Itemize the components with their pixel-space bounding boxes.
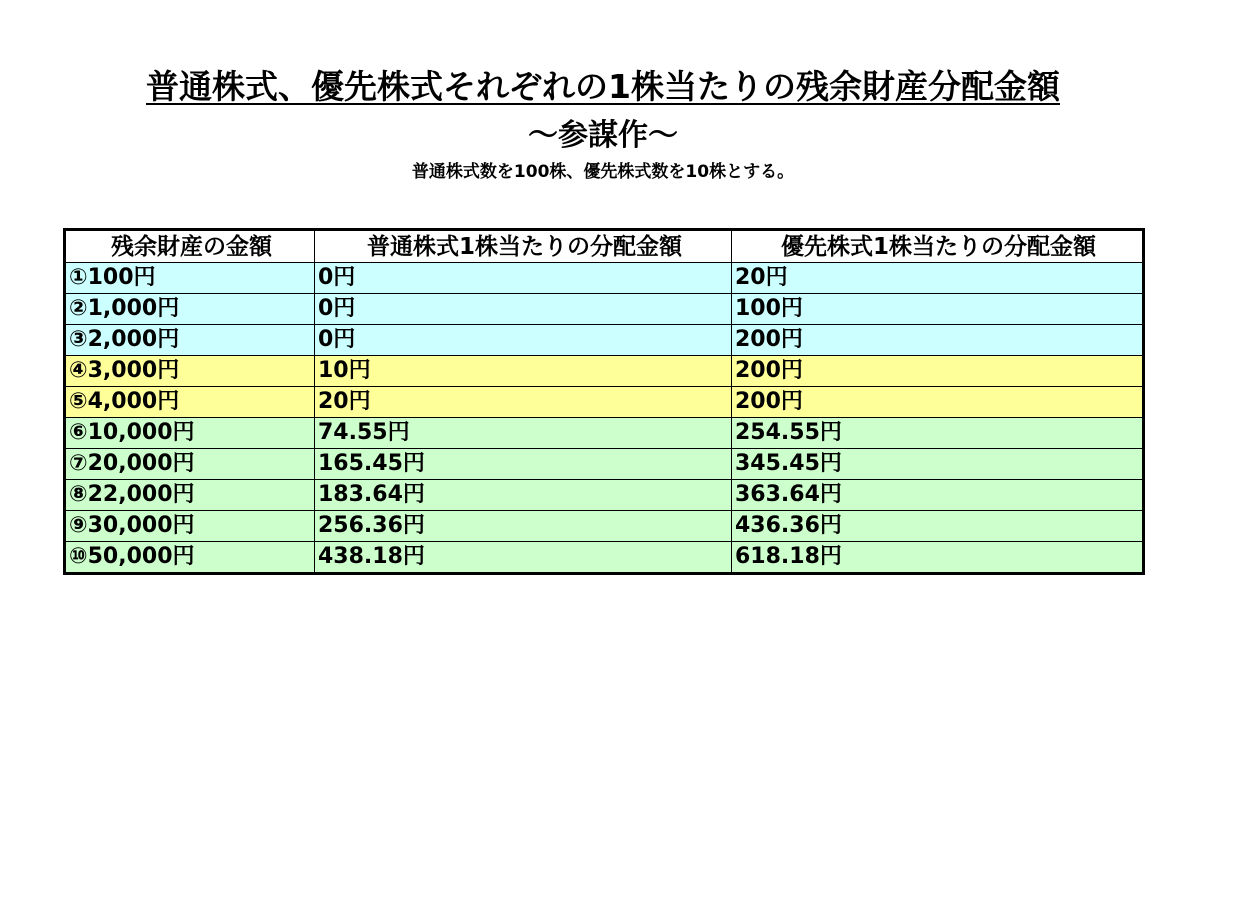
preferred-amount-cell: 345.45円 — [732, 449, 1144, 480]
table-row — [65, 418, 1144, 449]
table-header-row — [65, 230, 1144, 263]
table-row — [65, 542, 1144, 574]
header-preferred-per-share: 優先株式1株当たりの分配金額 — [732, 230, 1144, 263]
common-amount-cell: 256.36円 — [315, 511, 732, 542]
preferred-amount-cell: 618.18円 — [732, 542, 1144, 574]
distribution-table — [63, 228, 1145, 575]
common-amount-cell: 10円 — [315, 356, 732, 387]
document-subtitle: ～参謀作～ — [528, 118, 678, 153]
residual-amount-cell: ⑨30,000円 — [65, 511, 315, 542]
common-amount-cell: 74.55円 — [315, 418, 732, 449]
common-amount-cell: 0円 — [315, 325, 732, 356]
preferred-amount-cell: 436.36円 — [732, 511, 1144, 542]
table-row — [65, 449, 1144, 480]
header-common-per-share: 普通株式1株当たりの分配金額 — [315, 230, 732, 263]
preferred-amount-cell: 254.55円 — [732, 418, 1144, 449]
table-body — [65, 263, 1144, 574]
preferred-amount-cell: 200円 — [732, 387, 1144, 418]
preferred-amount-cell: 100円 — [732, 294, 1144, 325]
table-row — [65, 294, 1144, 325]
preferred-amount-cell: 200円 — [732, 325, 1144, 356]
common-amount-cell: 20円 — [315, 387, 732, 418]
residual-amount-cell: ④3,000円 — [65, 356, 315, 387]
residual-amount-cell: ①100円 — [65, 263, 315, 294]
residual-amount-cell: ⑦20,000円 — [65, 449, 315, 480]
common-amount-cell: 165.45円 — [315, 449, 732, 480]
residual-amount-cell: ③2,000円 — [65, 325, 315, 356]
table-row — [65, 325, 1144, 356]
common-amount-cell: 0円 — [315, 263, 732, 294]
residual-amount-cell: ⑩50,000円 — [65, 542, 315, 574]
table-row — [65, 263, 1144, 294]
preferred-amount-cell: 200円 — [732, 356, 1144, 387]
residual-amount-cell: ⑤4,000円 — [65, 387, 315, 418]
common-amount-cell: 183.64円 — [315, 480, 732, 511]
table-row — [65, 387, 1144, 418]
document-title — [0, 66, 1206, 108]
residual-amount-cell: ⑧22,000円 — [65, 480, 315, 511]
preferred-amount-cell: 20円 — [732, 263, 1144, 294]
document-note: 普通株式数を100株、優先株式数を10株とする。 — [411, 162, 795, 182]
header-residual-amount: 残余財産の金額 — [65, 230, 315, 263]
table-row — [65, 511, 1144, 542]
document-title-text: 普通株式、優先株式それぞれの1株当たりの残余財産分配金額 — [146, 67, 1060, 106]
residual-amount-cell: ⑥10,000円 — [65, 418, 315, 449]
common-amount-cell: 0円 — [315, 294, 732, 325]
table-row — [65, 480, 1144, 511]
preferred-amount-cell: 363.64円 — [732, 480, 1144, 511]
common-amount-cell: 438.18円 — [315, 542, 732, 574]
table-row — [65, 356, 1144, 387]
residual-amount-cell: ②1,000円 — [65, 294, 315, 325]
